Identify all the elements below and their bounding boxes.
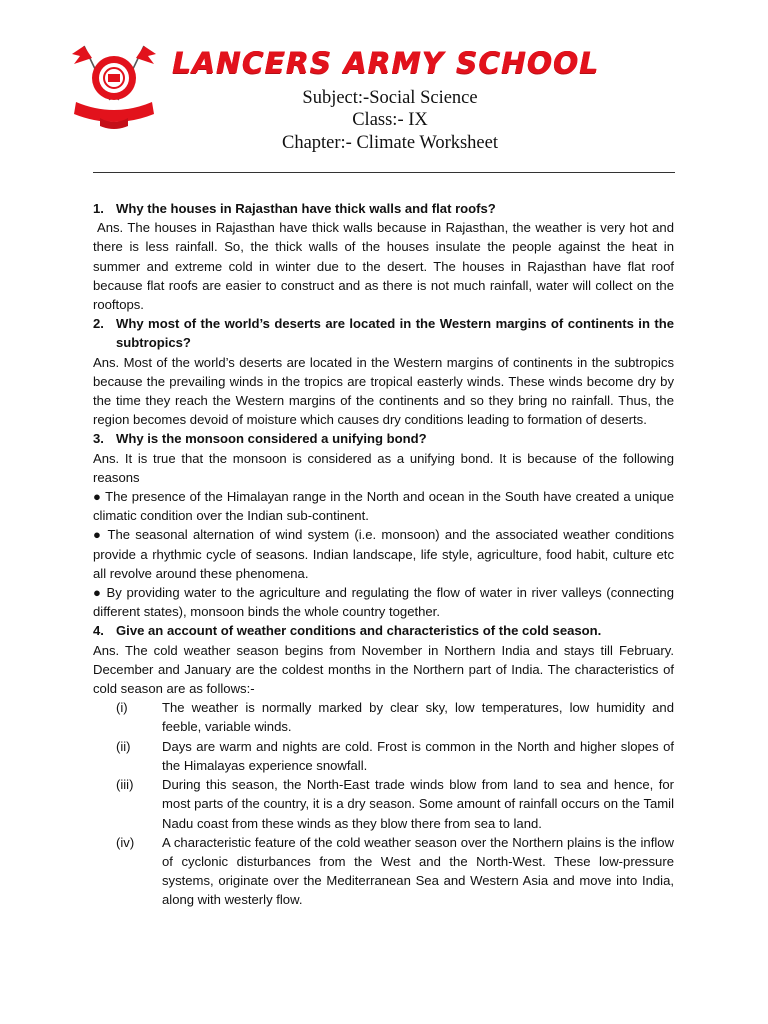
- question-text: Why the houses in Rajasthan have thick walls and flat roofs?: [116, 201, 496, 216]
- question-text: Why is the monsoon considered a unifying bond?: [116, 431, 427, 447]
- question-2: [93, 314, 674, 352]
- list-item-label: (iii): [116, 777, 134, 793]
- bullet-point: ● The presence of the Himalayan range in the North and ocean in the South have created a unique climatic condition over the Indian sub-continent.: [93, 489, 674, 524]
- subject-heading: Subject:-Social Science: [302, 88, 478, 108]
- chapter-heading: Chapter:- Climate Worksheet: [281, 133, 498, 153]
- header-divider: [93, 172, 675, 173]
- worksheet-content: [93, 199, 674, 910]
- list-item: [93, 698, 674, 736]
- answer-3: Ans. It is true that the monsoon is considered as a unifying bond. It is because of the following reasons: [93, 450, 674, 485]
- list-item-text: Days are warm and nights are cold. Frost is common in the North and higher slopes of the Himalayas experience snowfall.: [162, 738, 674, 773]
- question-text: Why most of the world’s deserts are located in the Western margins of continents in the subtropics?: [116, 316, 674, 351]
- answer-1: Ans. The houses in Rajasthan have thick walls because in Rajasthan, the weather is very hot and there is less rainfall. So, the thick walls of the houses insulate the people against the heat in summer and extreme cold in winter due to the desert. The houses in Rajasthan have flat roof because flat roofs are easier to construct and as there is not much rainfall, water will collect on the rooftops.: [93, 220, 674, 313]
- question-number: 2.: [93, 316, 104, 332]
- list-item: [93, 775, 674, 833]
- class-heading: Class:- IX: [352, 110, 428, 130]
- question-number: 4.: [93, 623, 104, 639]
- list-item-label: (iv): [116, 834, 135, 850]
- question-1: [93, 199, 674, 218]
- question-number: 3.: [93, 431, 104, 447]
- list-item: [93, 833, 674, 910]
- school-name: LANCERS ARMY SCHOOL: [172, 46, 600, 80]
- list-item: [93, 737, 674, 775]
- list-item-label: (i): [116, 700, 128, 716]
- list-item-text: During this season, the North-East trade winds blow from land to sea and hence, for most parts of the country, it is a dry season. Some amount of rainfall occurs on the Tamil Nadu coast from these winds as they blow there from sea to land.: [162, 777, 674, 831]
- bullet-point: ● By providing water to the agriculture and regulating the flow of water in river valleys (connecting different states), monsoon binds the whole country together.: [93, 585, 674, 620]
- bullet-point: ● The seasonal alternation of wind system (i.e. monsoon) and the associated weather conditions provide a rhythmic cycle of seasons. Indian landscape, life style, agriculture, food habit, culture etc all revolve around these phenomena.: [93, 527, 674, 581]
- question-text: Give an account of weather conditions and characteristics of the cold season.: [116, 623, 602, 639]
- question-number: 1.: [93, 201, 104, 216]
- list-item-text: The weather is normally marked by clear sky, low temperatures, low humidity and feeble, variable winds.: [162, 700, 674, 735]
- answer-4: Ans. The cold weather season begins from November in Northern India and stays till February. December and January are the coldest months in the Northern part of India. The characteristics of cold season are as follows:-: [93, 642, 674, 697]
- answer-2: Ans. Most of the world’s deserts are located in the Western margins of continents in the subtropics because the prevailing winds in the tropics are tropical easterly winds. These winds become dry by the time they reach the Western margins of the continents and so they bring no rainfall. Thus, the region becomes devoid of moisture which causes dry conditions leading to formation of deserts.: [93, 354, 674, 428]
- list-item-label: (ii): [116, 738, 131, 754]
- lancers-army-school-crest-icon: [70, 40, 158, 130]
- question-3: [93, 429, 674, 448]
- question-4: [93, 621, 674, 640]
- list-item-text: A characteristic feature of the cold weather season over the Northern plains is the inflow of cyclonic disturbances from the West and the North-West. These low-pressure systems, originate over the Mediterranean Sea and Western Asia and move into India, along with westerly flow.: [162, 834, 674, 908]
